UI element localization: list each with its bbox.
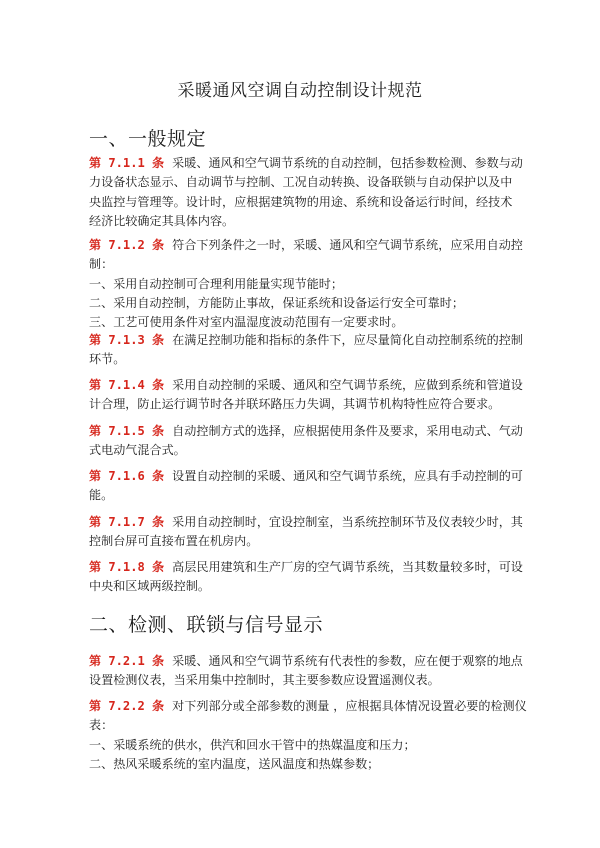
article-text-line: 符合下列条件之一时，采暖、通风和空气调节系统，应采用自动控 — [172, 238, 523, 252]
article-7-1-7 — [89, 513, 523, 552]
article-text-line: 经济比较确定其具体内容。 — [89, 213, 235, 228]
article-7-1-5 — [89, 422, 523, 461]
article-7-1-2 — [89, 236, 523, 332]
article-7-1-6 — [89, 467, 523, 506]
article-7-1-3 — [89, 331, 523, 370]
article-text-line: 力设备状态显示、自动调节与控制、工况自动转换、设备联锁与自动保护以及中 — [89, 175, 513, 190]
article-text-line: 中央和区域两级控制。 — [89, 579, 210, 594]
article-text-line: 式电动气混合式。 — [89, 443, 186, 458]
article-text-line: 控制台屏可直接布置在机房内。 — [89, 534, 259, 549]
article-text-line: 采暖、通风和空气调节系统有代表性的参数，应在便于观察的地点 — [172, 654, 523, 668]
article-text-line: 高层民用建筑和生产厂房的空气调节系统，当其数量较多时，可设 — [172, 560, 523, 574]
article-number: 第 7.1.6 条 — [89, 469, 165, 483]
article-number: 第 7.1.3 条 — [89, 333, 165, 347]
article-text-line: 设置检测仪表，当采用集中控制时，其主要参数应设置遥测仪表。 — [89, 673, 440, 688]
document-title: 采暖通风空调自动控制设计规范 — [177, 81, 423, 101]
article-text-line: 制： — [89, 257, 114, 272]
article-number: 第 7.2.1 条 — [89, 654, 165, 668]
article-text-line: 能。 — [89, 488, 114, 503]
article-7-2-2 — [89, 697, 527, 774]
section-heading-general: 一、一般规定 — [89, 128, 207, 150]
article-text-line: 设置自动控制的采暖、通风和空气调节系统，应具有手动控制的可 — [172, 469, 523, 483]
article-text-line: 采用自动控制时，宜设控制室，当系统控制环节及仪表较少时，其 — [172, 515, 523, 529]
article-text-line: 对下列部分或全部参数的测量 ，应根据具体情况设置必要的检测仪 — [172, 699, 527, 713]
article-number: 第 7.1.5 条 — [89, 424, 165, 438]
article-text-line: 二、采用自动控制，方能防止事故，保证系统和设备运行安全可靠时； — [89, 295, 464, 310]
article-7-2-1 — [89, 652, 523, 691]
article-number: 第 7.1.1 条 — [89, 156, 165, 170]
article-text-line: 二、热风采暖系统的室内温度，送风温度和热媒参数； — [89, 756, 380, 771]
article-text-line: 自动控制方式的选择，应根据使用条件及要求，采用电动式、气动 — [172, 424, 523, 438]
article-number: 第 7.1.4 条 — [89, 378, 165, 392]
article-text-line: 三、工艺可使用条件对室内温湿度波动范围有一定要求时。 — [89, 315, 404, 330]
section-heading-detection: 二、检测、联锁与信号显示 — [89, 614, 324, 636]
article-text-line: 采暖、通风和空气调节系统的自动控制，包括参数检测、参数与动 — [172, 156, 523, 170]
article-text-line: 在满足控制功能和指标的条件下，应尽量简化自动控制系统的控制 — [172, 333, 523, 347]
article-7-1-4 — [89, 376, 523, 415]
article-number: 第 7.2.2 条 — [89, 699, 165, 713]
article-text-line: 央监控与管理等。设计时，应根据建筑物的用途、系统和设备运行时间，经技术 — [89, 194, 513, 209]
article-7-1-1 — [89, 154, 523, 231]
article-text-line: 一、采用自动控制可合理利用能量实现节能时； — [89, 276, 343, 291]
article-text-line: 计合理，防止运行调节时各并联环路压力失调，其调节机构特性应符合要求。 — [89, 397, 501, 412]
article-number: 第 7.1.7 条 — [89, 515, 165, 529]
article-text-line: 表： — [89, 718, 114, 733]
article-number: 第 7.1.2 条 — [89, 238, 165, 252]
article-text-line: 环节。 — [89, 352, 126, 367]
article-text-line: 采用自动控制的采暖、通风和空气调节系统，应做到系统和管道设 — [172, 378, 523, 392]
article-number: 第 7.1.8 条 — [89, 560, 165, 574]
article-text-line: 一、采暖系统的供水，供汽和回水干管中的热媒温度和压力； — [89, 737, 416, 752]
article-7-1-8 — [89, 558, 523, 597]
